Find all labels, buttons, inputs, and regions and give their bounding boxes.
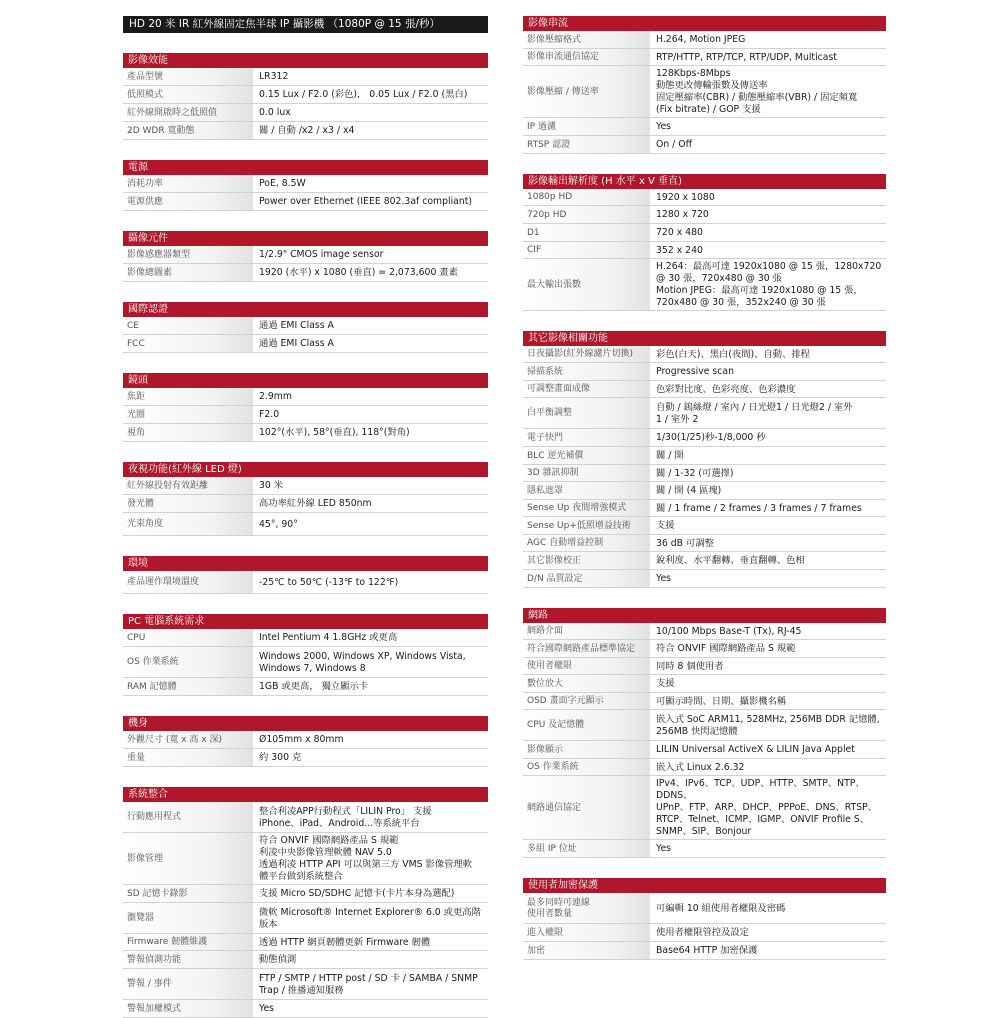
spec-value: 高功率紅外線 LED 850nm [259, 498, 372, 509]
spec-row [123, 388, 488, 406]
section-title: PC 電腦系統需求 [123, 614, 488, 629]
spec-section [523, 331, 886, 588]
spec-label: OSD 畫面字元顯示 [523, 693, 650, 709]
spec-value: 2.9mm [259, 391, 292, 402]
spec-label: 紅外線投射有效距離 [123, 477, 253, 494]
spec-label: 其它影像校正 [523, 552, 650, 569]
spec-value: Intel Pentium 4 1.8GHz 或更高 [259, 632, 398, 643]
spec-row [523, 242, 886, 259]
spec-label: 行動應用程式 [123, 802, 253, 832]
spec-row [523, 675, 886, 693]
section-title: 系統整合 [123, 787, 488, 802]
spec-label: 影像壓縮 / 傳送率 [523, 66, 650, 117]
spec-row [123, 264, 488, 282]
section-title: 環境 [123, 556, 488, 571]
spec-row [523, 776, 886, 840]
spec-label: 加密 [523, 942, 650, 959]
spec-section [123, 614, 488, 696]
spec-value: 支援 Micro SD/SDHC 記憶卡(卡片本身為選配) [259, 888, 455, 899]
spec-value: LILIN Universal ActiveX & LILIN Java Applet [656, 744, 855, 755]
section-title: 夜視功能(紅外線 LED 燈) [123, 462, 488, 477]
spec-value: 0.15 Lux / F2.0 (彩色)， 0.05 Lux / F2.0 (黑白) [259, 89, 468, 100]
spec-value: 關 / 1-32 (可選擇) [656, 467, 734, 479]
spec-label: RAM 記憶體 [123, 678, 253, 695]
spec-row [523, 31, 886, 49]
spec-value: 使用者權限管控及設定 [656, 927, 749, 938]
spec-row [523, 942, 886, 960]
spec-section [123, 302, 488, 353]
spec-value: On / Off [656, 139, 692, 150]
spec-row [123, 951, 488, 969]
spec-value: 約 300 克 [259, 752, 302, 763]
spec-row [523, 517, 886, 535]
spec-row [523, 552, 886, 570]
spec-row [523, 66, 886, 118]
spec-value: 支援 [656, 520, 675, 531]
spec-section [123, 556, 488, 594]
spec-row [523, 259, 886, 311]
spec-label: 進入權限 [523, 924, 650, 941]
spec-section [123, 231, 488, 282]
spec-row [123, 175, 488, 193]
spec-row [523, 398, 886, 429]
spec-label: 720p HD [523, 206, 650, 223]
spec-value: F2.0 [259, 409, 280, 420]
section-title: 使用者加密保護 [523, 878, 886, 893]
spec-row [523, 893, 886, 924]
section-title: 其它影像相關功能 [523, 331, 886, 346]
spec-value: 銳利度、水平翻轉、垂直翻轉、色相 [656, 555, 805, 566]
spec-row [123, 903, 488, 934]
spec-value: 同時 8 個使用者 [656, 660, 724, 672]
spec-label: CIF [523, 242, 650, 258]
spec-row [123, 477, 488, 495]
spec-value: 1/2.9" CMOS image sensor [259, 249, 384, 260]
spec-value: 色彩對比度、色彩亮度、色彩濃度 [656, 383, 796, 395]
spec-row [523, 500, 886, 517]
spec-value: 10/100 Mbps Base-T (Tx), RJ-45 [656, 625, 802, 637]
spec-section [523, 608, 886, 858]
spec-label: CPU 及記憶體 [523, 710, 650, 740]
spec-label: 可調整畫面成像 [523, 381, 650, 397]
spec-row [123, 317, 488, 335]
spec-row [523, 640, 886, 658]
spec-label: 瀏覽器 [123, 903, 253, 933]
spec-row [523, 741, 886, 759]
spec-row [123, 406, 488, 424]
spec-label: 紅外線開啟時之低照值 [123, 104, 253, 121]
left-column [123, 16, 488, 1018]
spec-row [123, 678, 488, 696]
spec-section [523, 16, 886, 154]
spec-value: 關 / 開 (4 區塊) [656, 485, 722, 496]
spec-value: 352 x 240 [656, 244, 703, 256]
spec-value: 1280 x 720 [656, 209, 709, 220]
spec-label: 焦距 [123, 388, 253, 405]
spec-value: Yes [259, 1003, 275, 1014]
spec-label: Sense Up+低照增益技術 [523, 517, 650, 534]
spec-row [523, 206, 886, 224]
spec-value: 彩色(白天)、黑白(夜間)、自動、排程 [656, 348, 810, 360]
spec-row [123, 68, 488, 86]
spec-value: 微軟 Microsoft® Internet Explorer® 6.0 或更高階 版本 [259, 906, 481, 930]
spec-row [523, 136, 886, 154]
page-title: HD 20 米 IR 紅外線固定焦半球 IP 攝影機 （1080P @ 15 張/秒） [123, 16, 488, 33]
spec-row [523, 658, 886, 675]
spec-row [123, 246, 488, 264]
spec-label: D1 [523, 224, 650, 241]
spec-label: 影像管理 [123, 833, 253, 884]
spec-row [123, 647, 488, 678]
spec-row [523, 49, 886, 66]
spec-value: 128Kbps-8Mbps 動態更改傳輸張數及傳送率 固定壓縮率(CBR) / 動態壓縮率(VBR) / 固定頻寬 (Fix bitrate) / GOP 支援 [656, 68, 858, 115]
spec-label: 隱私遮罩 [523, 482, 650, 499]
spec-value: 通過 EMI Class A [259, 338, 334, 349]
section-title: 影像輸出解析度 (H 水平 x V 垂直) [523, 174, 886, 189]
spec-label: 光圈 [123, 406, 253, 423]
spec-value: RTP/HTTP, RTP/TCP, RTP/UDP, Multicast [656, 51, 837, 63]
spec-value: 可顯示時間、日期、攝影機名稱 [656, 695, 787, 707]
spec-label: 網路介面 [523, 623, 650, 639]
spec-value: 支援 [656, 678, 675, 689]
spec-section [123, 160, 488, 211]
spec-label: OS 作業系統 [123, 647, 253, 677]
spec-value: 0.0 lux [259, 107, 291, 118]
section-title: 攝像元件 [123, 231, 488, 246]
spec-row [523, 346, 886, 363]
spec-row [123, 86, 488, 104]
spec-label: 產品型號 [123, 68, 253, 85]
spec-value: IPv4、IPv6、TCP、UDP、HTTP、SMTP、NTP、DDNS、 UPnP、FTP、ARP、DHCP、PPPoE、DNS、RTSP、 RTCP、Telnet、ICMP、IGMP、ONVIF Profile S、 SNMP、SIP、Bonjour [656, 778, 878, 837]
spec-value: 關 / 自動 /x2 / x3 / x4 [259, 125, 355, 136]
spec-label: 符合國際網路產品標準協定 [523, 640, 650, 657]
spec-value: 45°, 90° [259, 518, 298, 530]
spec-label: 電源供應 [123, 193, 253, 210]
spec-label: 1080p HD [523, 189, 650, 205]
section-title: 國際認證 [123, 302, 488, 317]
spec-label: RTSP 認證 [523, 136, 650, 153]
section-title: 網路 [523, 608, 886, 623]
spec-label: 電子快門 [523, 429, 650, 446]
spec-section [123, 53, 488, 140]
spec-row [523, 535, 886, 552]
spec-row [523, 759, 886, 776]
spec-value: FTP / SMTP / HTTP post / SD 卡 / SAMBA / SNMP Trap / 推播通知服務 [259, 972, 478, 996]
spec-section [123, 787, 488, 1018]
spec-label: Sense Up 夜間增強模式 [523, 500, 650, 516]
spec-row [523, 693, 886, 710]
spec-label: SD 記憶卡錄影 [123, 885, 253, 902]
spec-label: 光束角度 [123, 513, 253, 535]
spec-value: 符合 ONVIF 國際網路產品 S 規範 利凌中央影像管理軟體 NAV 5.0 透過利凌 HTTP API 可以與第三方 VMS 影像管理軟 體平台做到系統整合 [259, 835, 473, 882]
section-title: 鏡頭 [123, 373, 488, 388]
spec-row [123, 731, 488, 749]
spec-row [523, 710, 886, 741]
spec-label: 使用者權限 [523, 658, 650, 674]
spec-row [123, 104, 488, 122]
spec-label: 影像感應器類型 [123, 246, 253, 263]
spec-label: 影像顯示 [523, 741, 650, 758]
spec-label: OS 作業系統 [523, 759, 650, 775]
spec-value: Yes [656, 573, 672, 584]
spec-value: 自動 / 鎢絲燈 / 室內 / 日光燈1 / 日光燈2 / 室外 1 / 室外 2 [656, 401, 853, 425]
spec-row [523, 482, 886, 500]
spec-value: 嵌入式 Linux 2.6.32 [656, 761, 745, 773]
spec-label: 數位放大 [523, 675, 650, 692]
spec-row [123, 885, 488, 903]
section-title: 機身 [123, 716, 488, 731]
spec-row [123, 969, 488, 1000]
spec-row [523, 224, 886, 242]
spec-value: 1920 x 1080 [656, 191, 715, 203]
spec-value: 1GB 或更高， 獨立顯示卡 [259, 681, 369, 692]
spec-value: 1/30(1/25)秒-1/8,000 秒 [656, 432, 766, 443]
spec-section [123, 373, 488, 442]
spec-label: 影像壓縮格式 [523, 31, 650, 48]
section-title: 影像串流 [523, 16, 886, 31]
spec-row [123, 513, 488, 536]
spec-value: 36 dB 可調整 [656, 537, 714, 549]
spec-label: 警報 / 事件 [123, 969, 253, 999]
spec-value: LR312 [259, 71, 289, 82]
section-title: 影像效能 [123, 53, 488, 68]
spec-label: 白平衡調整 [523, 398, 650, 428]
spec-row [123, 749, 488, 767]
spec-row [523, 429, 886, 447]
spec-row [123, 934, 488, 951]
spec-value: 透過 HTTP 網頁韌體更新 Firmware 韌體 [259, 936, 431, 948]
spec-label: IP 過濾 [523, 118, 650, 135]
spec-row [123, 495, 488, 513]
spec-value: 30 米 [259, 480, 284, 491]
spec-value: H.264：最高可達 1920x1080 @ 15 張，1280x720 @ 30 張，720x480 @ 30 張 Motion JPEG：最高可達 1920x1080 @ 15 張， 720x480 @ 30 張，352x240 @ 30 張 [656, 261, 882, 308]
spec-row [523, 924, 886, 942]
spec-row [123, 335, 488, 353]
spec-label: 2D WDR 寬動態 [123, 122, 253, 139]
spec-label: 產品運作環境溫度 [123, 571, 253, 593]
spec-row [123, 629, 488, 647]
spec-label: CE [123, 317, 253, 334]
spec-row [523, 465, 886, 482]
spec-label: 外觀尺寸 (寬 x 高 x 深) [123, 731, 253, 748]
spec-label: 警報偵測功能 [123, 951, 253, 968]
spec-label: Firmware 韌體維護 [123, 934, 253, 950]
spec-value: 通過 EMI Class A [259, 320, 334, 331]
spec-label: 掃描系統 [523, 363, 650, 380]
spec-label: 影像總圖素 [123, 264, 253, 281]
spec-value: H.264, Motion JPEG [656, 34, 746, 45]
spec-value: Ø105mm x 80mm [259, 734, 344, 745]
spec-label: 警報加權模式 [123, 1000, 253, 1017]
spec-section [123, 716, 488, 767]
spec-label: FCC [123, 335, 253, 352]
spec-value: 整合利凌APP行動程式「LILIN Pro」 支援 iPhone、iPad、Android...等系統平台 [259, 805, 432, 829]
spec-row [123, 424, 488, 442]
spec-value: 關 / 1 frame / 2 frames / 3 frames / 7 frames [656, 502, 862, 514]
spec-label: BLC 逆光補償 [523, 447, 650, 464]
spec-value: 720 x 480 [656, 227, 703, 238]
spec-row [523, 381, 886, 398]
spec-label: 重量 [123, 749, 253, 766]
right-column [523, 16, 886, 960]
spec-value: Yes [656, 121, 672, 132]
spec-row [523, 363, 886, 381]
spec-label: AGC 自動增益控制 [523, 535, 650, 551]
spec-value: 可編輯 10 組使用者權限及密碼 [656, 902, 786, 914]
spec-section [523, 878, 886, 960]
spec-row [123, 833, 488, 885]
spec-value: 102°(水平), 58°(垂直), 118°(對角) [259, 427, 410, 438]
spec-label: 多組 IP 位址 [523, 840, 650, 857]
spec-label: 消耗功率 [123, 175, 253, 192]
section-title: 電源 [123, 160, 488, 175]
spec-value: Windows 2000, Windows XP, Windows Vista, Windows 7, Windows 8 [259, 650, 466, 674]
spec-section [523, 174, 886, 311]
spec-row [523, 118, 886, 136]
spec-label: 影像串流通信協定 [523, 49, 650, 65]
spec-value: Base64 HTTP 加密保護 [656, 945, 758, 956]
spec-row [523, 840, 886, 858]
spec-value: Progressive scan [656, 366, 734, 377]
spec-row [523, 447, 886, 465]
spec-value: PoE, 8.5W [259, 178, 306, 189]
spec-row [123, 802, 488, 833]
spec-label: 低照模式 [123, 86, 253, 103]
spec-label: 視角 [123, 424, 253, 441]
spec-section [123, 462, 488, 536]
spec-value: 符合 ONVIF 國際網路產品 S 規範 [656, 643, 796, 654]
spec-row [523, 189, 886, 206]
spec-row [523, 570, 886, 588]
spec-value: 1920 (水平) x 1080 (垂直) = 2,073,600 畫素 [259, 267, 458, 278]
spec-label: 最大輸出張數 [523, 259, 650, 310]
spec-row [123, 571, 488, 594]
spec-label: 最多同時可連線 使用者數量 [523, 893, 650, 923]
spec-label: CPU [123, 629, 253, 646]
spec-value: 關 / 開 [656, 450, 684, 461]
spec-label: 發光體 [123, 495, 253, 512]
spec-value: 動態偵測 [259, 954, 297, 965]
spec-value: Yes [656, 843, 672, 854]
spec-label: 3D 雜訊抑制 [523, 465, 650, 481]
spec-value: Power over Ethernet (IEEE 802.3af compliant) [259, 196, 473, 207]
spec-row [123, 193, 488, 211]
spec-value: 嵌入式 SoC ARM11, 528MHz, 256MB DDR 記憶體, 256MB 快閃記憶體 [656, 713, 880, 737]
spec-row [123, 122, 488, 140]
spec-value: -25℃ to 50℃ (-13℉ to 122℉) [259, 576, 399, 588]
spec-row [123, 1000, 488, 1018]
spec-row [523, 623, 886, 640]
spec-label: 網路通信協定 [523, 776, 650, 839]
spec-label: D/N 品質設定 [523, 570, 650, 587]
spec-label: 日夜攝影(紅外線濾片切換) [523, 346, 650, 362]
